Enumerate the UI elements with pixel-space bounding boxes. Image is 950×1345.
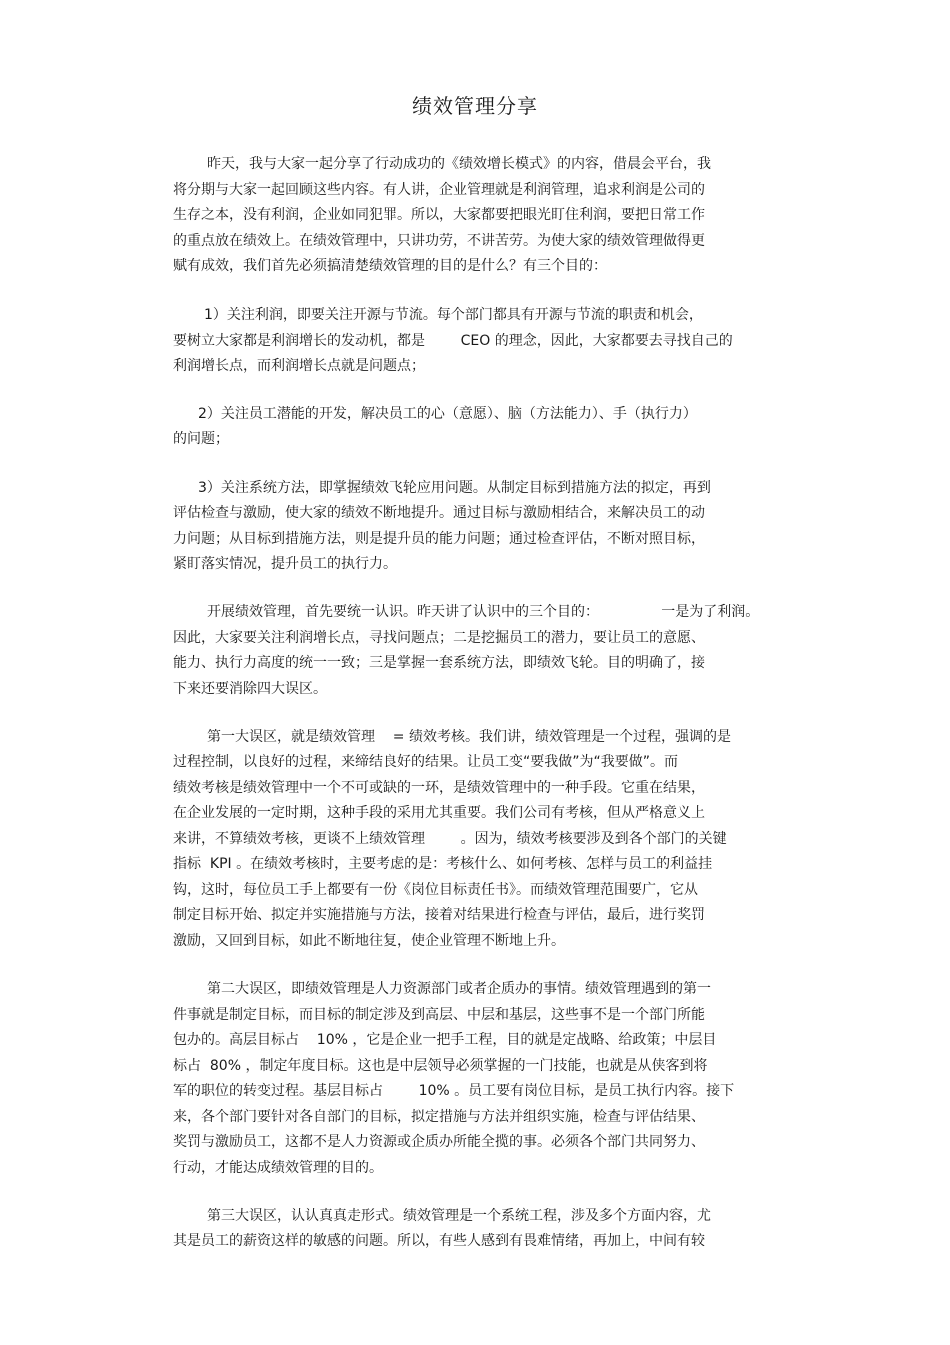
text-line: 下来还要消除四大误区。 (173, 681, 327, 697)
document-title: 绩效管理分享 (412, 94, 538, 118)
text-line: 第一大误区，就是绩效管理 = 绩效考核。我们讲，绩效管理是一个过程，强调的是 (207, 729, 731, 745)
text-line: 其是员工的薪资这样的敏感的问题。所以，有些人感到有畏难情绪，再加上，中间有较 (173, 1233, 705, 1249)
text-line: 2）关注员工潜能的开发，解决员工的心（意愿）、脑（方法能力）、手（执行力） (198, 406, 697, 422)
text-line: 奖罚与激励员工，这都不是人力资源或企质办所能全揽的事。必须各个部门共同努力、 (173, 1134, 705, 1150)
text-line: 要树立大家都是利润增长的发动机，都是 CEO 的理念，因此，大家都要去寻找自己的 (173, 333, 733, 349)
text-line: 钩，这时，每位员工手上都要有一份《岗位目标责任书》。而绩效管理范围要广，它从 (173, 882, 698, 898)
text-line: 件事就是制定目标，而目标的制定涉及到高层、中层和基层，这些事不是一个部门所能 (173, 1007, 705, 1023)
text-line: 绩效考核是绩效管理中一个不可或缺的一环，是绩效管理中的一种手段。它重在结果， (173, 780, 705, 796)
text-line: 能力、执行力高度的统一一致；三是掌握一套系统方法，即绩效飞轮。目的明确了，接 (173, 655, 705, 671)
text-line: 来，各个部门要针对各自部门的目标，拟定措施与方法并组织实施，检查与评估结果、 (173, 1109, 705, 1125)
text-line: 因此，大家要关注利润增长点，寻找问题点；二是挖掘员工的潜力，要让员工的意愿、 (173, 630, 705, 646)
text-line: 评估检查与激励，使大家的绩效不断地提升。通过目标与激励相结合，来解决员工的动 (173, 505, 705, 521)
text-line: 激励，又回到目标，如此不断地往复，使企业管理不断地上升。 (173, 933, 565, 949)
text-line: 标占 80% ，制定年度目标。这也是中层领导必须掌握的一门技能，也就是从侠客到将 (173, 1058, 708, 1074)
text-line: 力问题；从目标到措施方法，则是提升员的能力问题；通过检查评估，不断对照目标， (173, 531, 705, 547)
text-line: 开展绩效管理，首先要统一认识。昨天讲了认识中的三个目的： 一是为了利润。 (207, 604, 760, 620)
text-line: 生存之本，没有利润，企业如同犯罪。所以，大家都要把眼光盯住利润，要把日常工作 (173, 207, 705, 223)
text-line: 制定目标开始、拟定并实施措施与方法，接着对结果进行检查与评估，最后，进行奖罚 (173, 907, 705, 923)
text-line: 1）关注利润，即要关注开源与节流。每个部门都具有开源与节流的职责和机会， (204, 307, 703, 323)
text-line: 的重点放在绩效上。在绩效管理中，只讲功劳，不讲苦劳。为使大家的绩效管理做得更 (173, 233, 705, 249)
text-line: 利润增长点，而利润增长点就是问题点； (173, 358, 425, 374)
text-line: 将分期与大家一起回顾这些内容。有人讲，企业管理就是利润管理，追求利润是公司的 (173, 182, 705, 198)
text-line: 的问题； (173, 431, 229, 447)
text-line: 第二大误区，即绩效管理是人力资源部门或者企质办的事情。绩效管理遇到的第一 (207, 981, 711, 997)
text-line: 3）关注系统方法，即掌握绩效飞轮应用问题。从制定目标到措施方法的拟定，再到 (198, 480, 711, 496)
text-line: 指标 KPI 。在绩效考核时，主要考虑的是：考核什么、如何考核、怎样与员工的利益挂 (173, 856, 713, 872)
text-line: 包办的。高层目标占 10% ，它是企业一把手工程，目的就是定战略、给政策；中层目 (173, 1032, 717, 1048)
text-line: 过程控制，以良好的过程，来缔结良好的结果。让员工变“要我做”为“我要做”。而 (173, 754, 679, 770)
text-line: 行动，才能达成绩效管理的目的。 (173, 1160, 383, 1176)
text-line: 来讲，不算绩效考核，更谈不上绩效管理 。因为，绩效考核要涉及到各个部门的关键 (173, 831, 727, 847)
text-line: 第三大误区，认认真真走形式。绩效管理是一个系统工程，涉及多个方面内容，尤 (207, 1208, 711, 1224)
text-line: 赋有成效，我们首先必须搞清楚绩效管理的目的是什么？有三个目的： (173, 258, 607, 274)
text-line: 在企业发展的一定时期，这种手段的采用尤其重要。我们公司有考核，但从严格意义上 (173, 805, 705, 821)
text-line: 昨天，我与大家一起分享了行动成功的《绩效增长模式》的内容，借晨会平台，我 (207, 156, 711, 172)
text-line: 紧盯落实情况，提升员工的执行力。 (173, 556, 397, 572)
text-line: 军的职位的转变过程。基层目标占 10% 。员工要有岗位目标，是员工执行内容。接下 (173, 1083, 735, 1099)
